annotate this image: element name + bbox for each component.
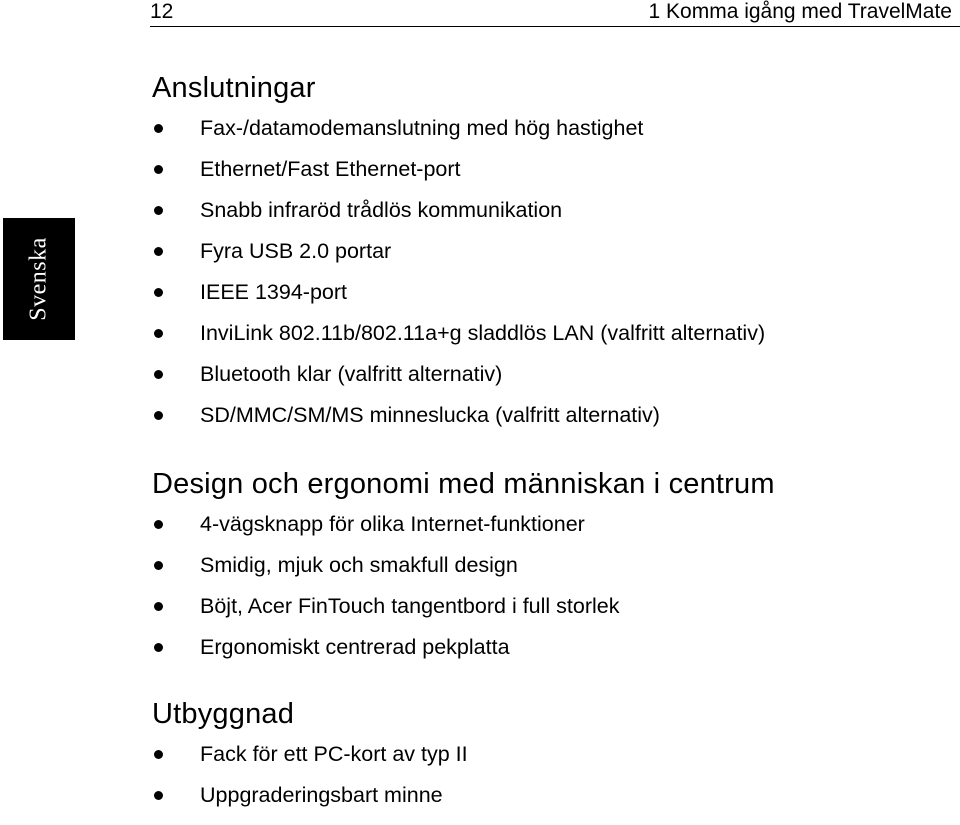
- list-item-text: Ethernet/Fast Ethernet-port: [200, 157, 461, 181]
- bullet-list: [152, 108, 952, 436]
- bullet-icon: [154, 411, 163, 420]
- bullet-icon: [154, 750, 163, 759]
- list-item: [152, 272, 952, 313]
- list-item: [152, 354, 952, 395]
- list-item: [152, 231, 952, 272]
- list-item-text: Uppgraderingsbart minne: [200, 783, 443, 807]
- list-item-text: IEEE 1394-port: [200, 280, 348, 304]
- list-item: [152, 545, 952, 586]
- list-item-text: Snabb infraröd trådlös kommunikation: [200, 198, 563, 222]
- list-item-text: SD/MMC/SM/MS minneslucka (valfritt alternativ): [200, 403, 660, 427]
- bullet-icon: [154, 247, 163, 256]
- bullet-icon: [154, 561, 163, 570]
- list-item: [152, 734, 952, 775]
- page-header: [0, 0, 960, 26]
- language-side-tab: [3, 218, 75, 340]
- bullet-icon: [154, 643, 163, 652]
- list-item: [152, 627, 952, 668]
- list-item-text: Böjt, Acer FinTouch tangentbord i full storlek: [200, 594, 620, 618]
- bullet-icon: [154, 791, 163, 800]
- bullet-list: [152, 734, 952, 816]
- list-item-text: Fyra USB 2.0 portar: [200, 239, 392, 263]
- section-heading: Utbyggnad: [152, 698, 295, 730]
- bullet-icon: [154, 206, 163, 215]
- running-title: 1 Komma igång med TravelMate: [648, 0, 952, 23]
- bullet-icon: [154, 329, 163, 338]
- section-expansion: [152, 694, 952, 816]
- list-item: [152, 313, 952, 354]
- bullet-icon: [154, 124, 163, 133]
- list-item-text: Bluetooth klar (valfritt alternativ): [200, 362, 503, 386]
- header-rule: [150, 26, 960, 27]
- list-item-text: Smidig, mjuk och smakfull design: [200, 553, 518, 577]
- bullet-icon: [154, 370, 163, 379]
- list-item: [152, 190, 952, 231]
- section-connections: [152, 68, 952, 436]
- bullet-icon: [154, 520, 163, 529]
- bullet-icon: [154, 288, 163, 297]
- language-side-tab-label: Svenska: [25, 237, 52, 321]
- section-heading: Anslutningar: [152, 72, 316, 104]
- section-design-ergonomics: [152, 464, 952, 668]
- page-content: [152, 68, 952, 816]
- list-item: [152, 108, 952, 149]
- list-item-text: InviLink 802.11b/802.11a+g sladdlös LAN (valfritt alternativ): [200, 321, 766, 345]
- bullet-list: [152, 504, 952, 668]
- list-item: [152, 504, 952, 545]
- list-item-text: Ergonomiskt centrerad pekplatta: [200, 635, 510, 659]
- list-item-text: 4-vägsknapp för olika Internet-funktioner: [200, 512, 585, 536]
- list-item-text: Fack för ett PC-kort av typ II: [200, 742, 468, 766]
- list-item: [152, 395, 952, 436]
- list-item: [152, 586, 952, 627]
- section-heading: Design och ergonomi med människan i centrum: [152, 468, 775, 500]
- list-item: [152, 149, 952, 190]
- bullet-icon: [154, 165, 163, 174]
- bullet-icon: [154, 602, 163, 611]
- list-item-text: Fax-/datamodemanslutning med hög hastighet: [200, 116, 644, 140]
- list-item: [152, 775, 952, 816]
- page-number: 12: [150, 0, 174, 23]
